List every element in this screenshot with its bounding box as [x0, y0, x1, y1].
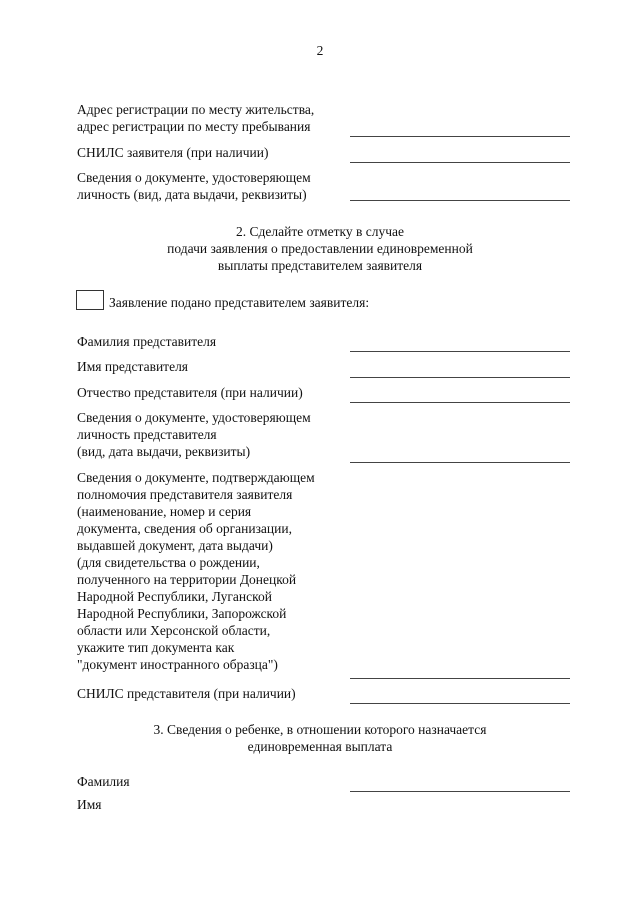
field-label-representative-patronymic: Отчество представителя (при наличии): [77, 385, 303, 400]
field-label-representative-id-document: Сведения о документе, удостоверяющем личность представителя (вид, дата выдачи, реквизиты): [77, 410, 311, 459]
representative-checkbox-label: Заявление подано представителем заявителя:: [109, 295, 370, 310]
field-line-representative-authority-document[interactable]: [350, 678, 570, 679]
field-label-representative-surname: Фамилия представителя: [77, 334, 217, 349]
field-label-applicant-id-document: Сведения о документе, удостоверяющем личность (вид, дата выдачи, реквизиты): [77, 170, 311, 202]
field-line-registration-address[interactable]: [350, 136, 570, 137]
field-line-representative-patronymic[interactable]: [350, 402, 570, 403]
field-line-representative-snils[interactable]: [350, 703, 570, 704]
field-line-child-surname[interactable]: [350, 791, 570, 792]
field-label-representative-authority-document: Сведения о документе, подтверждающем полномочия представителя заявителя (наименование, номер и серия документа, сведения об организации, выдавшей документ, дата выдачи) (для свидетельства о рождении, полученного на территории Донецкой Народной Республики, Луганской Народной Республики, Запорожской области или Херсонской области, укажите тип документа как "документ иностранного образца"): [77, 470, 315, 672]
field-label-representative-name: Имя представителя: [77, 359, 189, 374]
field-label-representative-snils: СНИЛС представителя (при наличии): [77, 686, 296, 701]
field-line-applicant-snils[interactable]: [350, 162, 570, 163]
section-2-heading: 2. Сделайте отметку в случае подачи заявления о предоставлении единовременной выплаты представителем заявителя: [167, 224, 473, 273]
field-line-applicant-id-document[interactable]: [350, 200, 570, 201]
section-3-heading: 3. Сведения о ребенке, в отношении которого назначается единовременная выплата: [153, 722, 487, 754]
field-label-applicant-snils: СНИЛС заявителя (при наличии): [77, 145, 269, 160]
field-line-representative-surname[interactable]: [350, 351, 570, 352]
field-label-child-surname: Фамилия: [77, 774, 130, 789]
field-line-representative-name[interactable]: [350, 377, 570, 378]
field-label-registration-address: Адрес регистрации по месту жительства, адрес регистрации по месту пребывания: [77, 102, 315, 134]
field-label-child-name: Имя: [77, 797, 102, 812]
representative-checkbox[interactable]: [76, 290, 104, 310]
page-number: 2: [316, 43, 324, 58]
field-line-representative-id-document[interactable]: [350, 462, 570, 463]
